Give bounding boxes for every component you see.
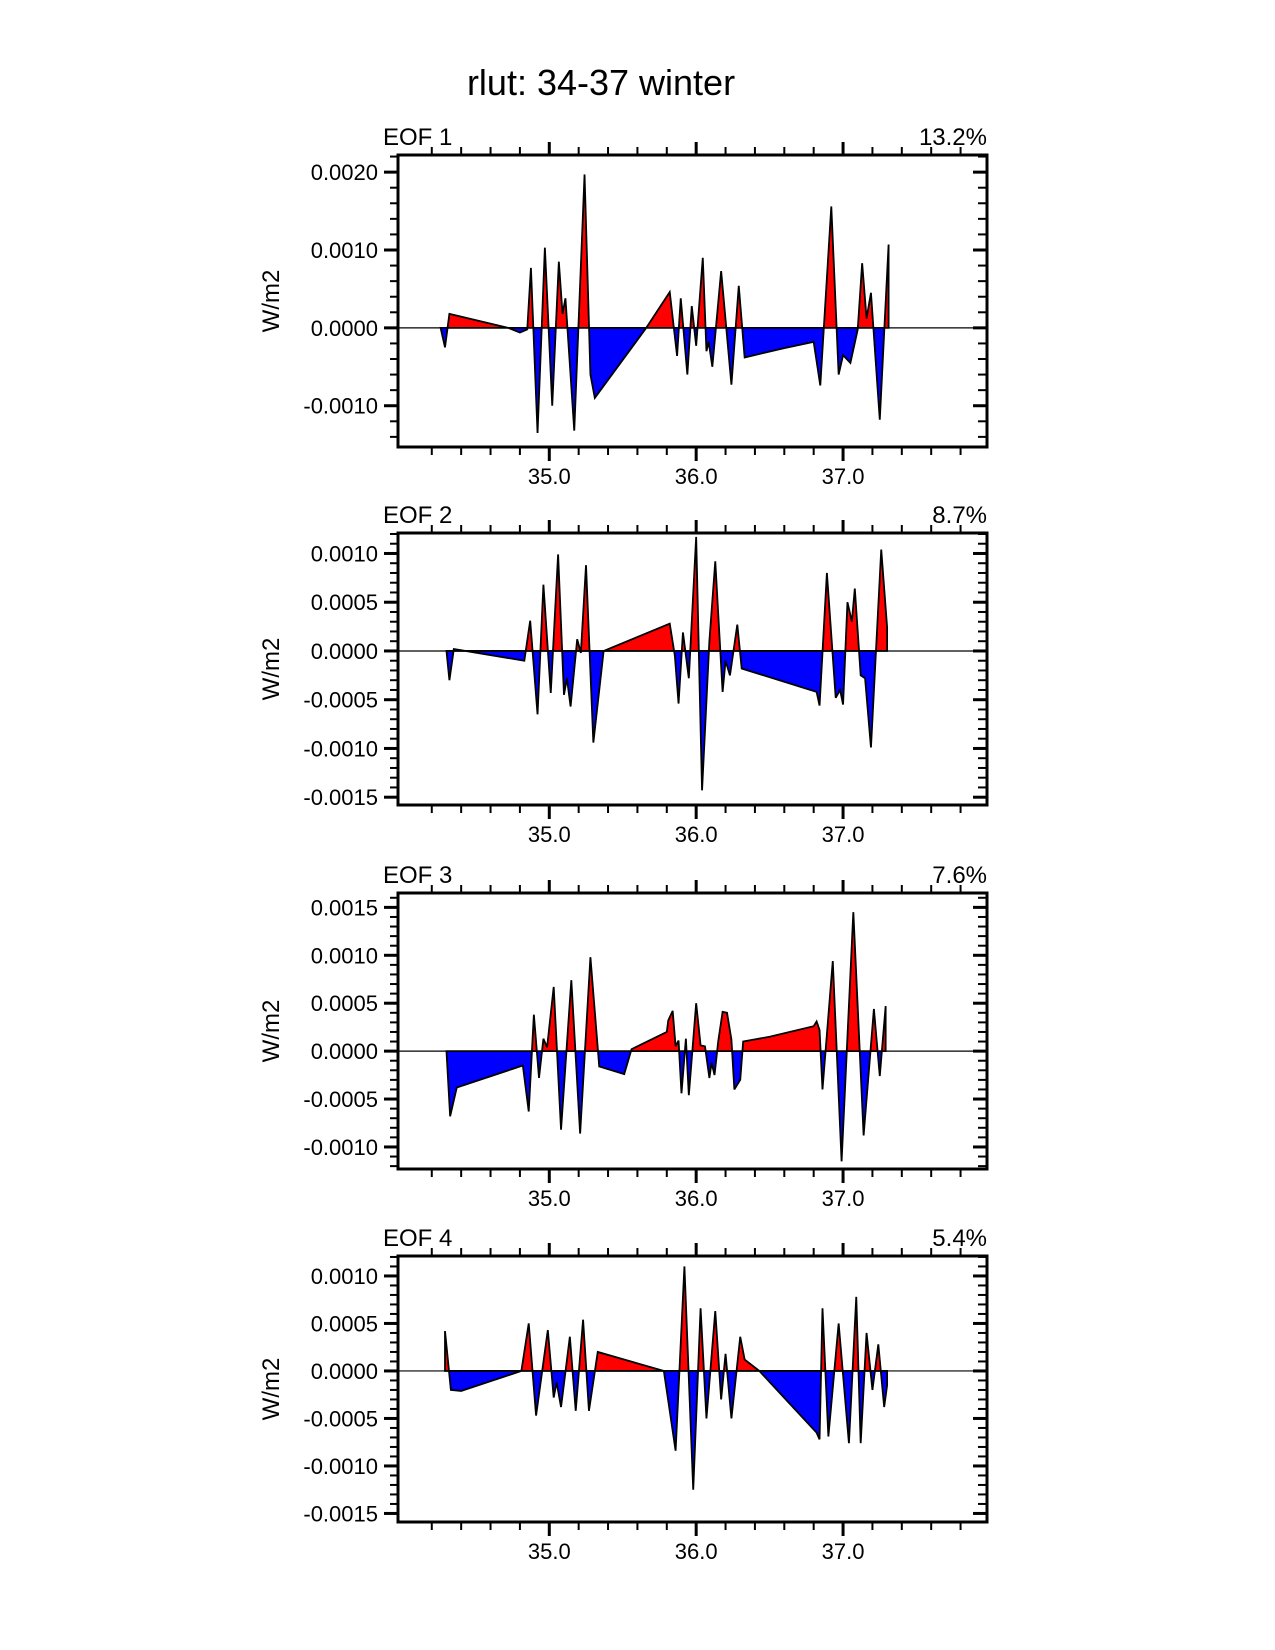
plot-frame (398, 893, 987, 1169)
area-positive (446, 912, 885, 1161)
x-tick-label: 36.0 (674, 822, 718, 847)
x-tick-label: 35.0 (527, 1186, 571, 1211)
x-tick-label: 37.0 (821, 1539, 865, 1564)
eof-panel-2 (303, 520, 987, 847)
y-tick-label: 0.0000 (310, 638, 378, 664)
eof1-y-axis-title: W/m2 (258, 269, 285, 333)
x-tick-label: 36.0 (674, 1539, 718, 1564)
eof4-label: EOF 4 (383, 1225, 453, 1252)
eof2-y-axis-title: W/m2 (258, 637, 285, 701)
plot-frame (398, 155, 987, 447)
y-tick-label: -0.0010 (303, 736, 378, 762)
y-tick-label: -0.0010 (303, 393, 378, 419)
y-tick-label: 0.0010 (310, 237, 378, 263)
ticks (384, 520, 987, 819)
x-tick-label: 35.0 (527, 1539, 571, 1564)
eof2-variance: 8.7% (932, 502, 987, 529)
y-tick-label: 0.0010 (310, 1263, 378, 1289)
eof-panel-3 (303, 880, 987, 1211)
area-positive (441, 174, 889, 433)
y-tick-label: 0.0000 (310, 1039, 378, 1065)
eof4-y-axis-title: W/m2 (258, 1357, 285, 1421)
y-tick-label: 0.0000 (310, 315, 378, 341)
eof-panel-4 (303, 1243, 987, 1564)
eof3-variance: 7.6% (932, 862, 987, 889)
y-tick-label: -0.0005 (303, 1406, 378, 1432)
x-tick-label: 35.0 (527, 464, 571, 489)
y-tick-label: -0.0010 (303, 1134, 378, 1160)
y-tick-label: 0.0000 (310, 1358, 378, 1384)
y-tick-label: 0.0005 (310, 991, 378, 1017)
y-tick-label: 0.0020 (310, 160, 378, 186)
y-tick-label: 0.0015 (310, 895, 378, 921)
y-tick-label: 0.0005 (310, 1311, 378, 1337)
y-tick-label: -0.0015 (303, 785, 378, 811)
x-tick-label: 35.0 (527, 822, 571, 847)
x-tick-label: 36.0 (674, 464, 718, 489)
y-tick-label: 0.0010 (310, 541, 378, 567)
ticks (384, 142, 987, 461)
x-tick-label: 37.0 (821, 464, 865, 489)
y-tick-label: -0.0005 (303, 687, 378, 713)
eof2-label: EOF 2 (383, 502, 453, 529)
eof1-variance: 13.2% (918, 124, 987, 151)
eof3-y-axis-title: W/m2 (258, 999, 285, 1063)
y-tick-label: -0.0005 (303, 1087, 378, 1113)
y-tick-label: 0.0010 (310, 943, 378, 969)
x-tick-label: 37.0 (821, 1186, 865, 1211)
y-tick-label: -0.0010 (303, 1453, 378, 1479)
area-negative (446, 537, 887, 790)
ticks (384, 880, 987, 1183)
x-tick-label: 36.0 (674, 1186, 718, 1211)
figure-title: rlut: 34-37 winter (466, 62, 736, 103)
eof-panel-1 (303, 142, 987, 489)
plot-frame (398, 533, 987, 805)
eof4-variance: 5.4% (932, 1225, 987, 1252)
area-negative (445, 1266, 887, 1489)
eof1-label: EOF 1 (383, 124, 453, 151)
x-tick-label: 37.0 (821, 822, 865, 847)
y-tick-label: -0.0015 (303, 1501, 378, 1527)
eof3-label: EOF 3 (383, 862, 453, 889)
y-tick-label: 0.0005 (310, 590, 378, 616)
